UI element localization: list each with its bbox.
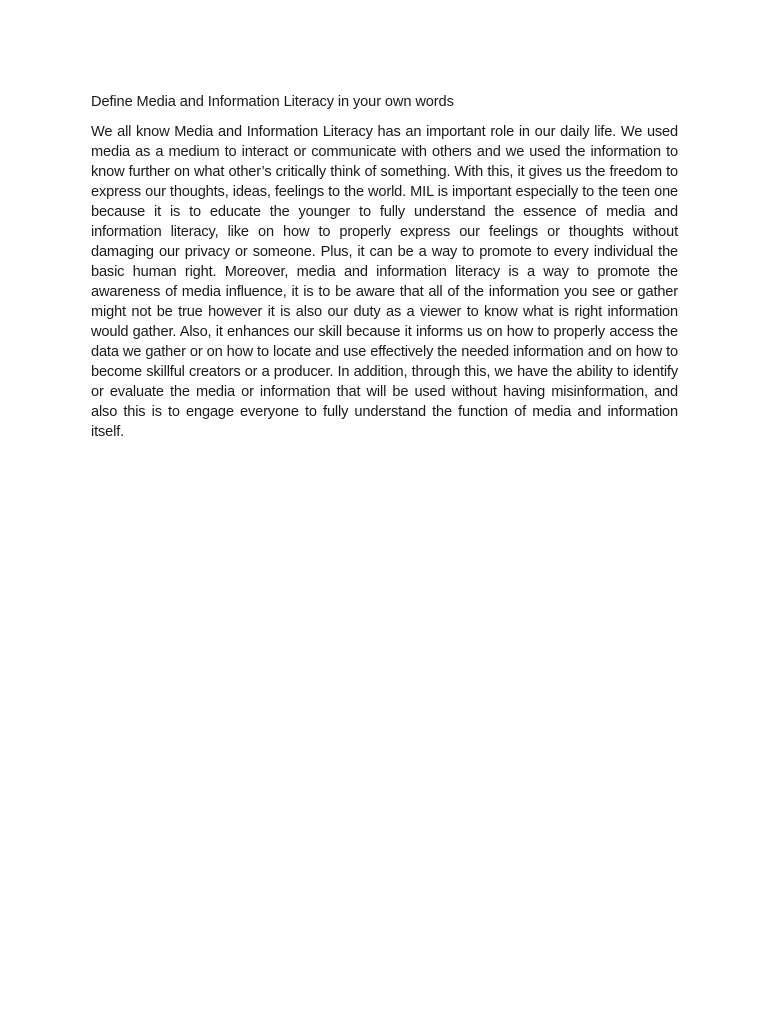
answer-paragraph: We all know Media and Information Literacy has an important role in our daily life. We used media as a medium to interact or communicate with others and we used the information to know further on what other’s critically think of something. With this, it gives us the freedom to express our thoughts, ideas, feelings to the world. MIL is important especially to the teen one because it is to educate the younger to fully understand the essence of media and information literacy, like on how to properly express our feelings or thoughts without damaging our privacy or someone. Plus, it can be a way to promote to every individual the basic human right. Moreover, media and information literacy is a way to promote the awareness of media influence, it is to be aware that all of the information you see or gather might not be true however it is also our duty as a viewer to know what is right information would gather. Also, it enhances our skill because it informs us on how to properly access the data we gather or on how to locate and use effectively the needed information and on how to become skillful creators or a producer. In addition, through this, we have the ability to identify or evaluate the media or information that will be used without having misinformation, and also this is to engage everyone to fully understand the function of media and information itself.	[91, 124, 678, 440]
question-heading: Define Media and Information Literacy in your own words	[91, 94, 454, 110]
document-body	[91, 92, 678, 442]
